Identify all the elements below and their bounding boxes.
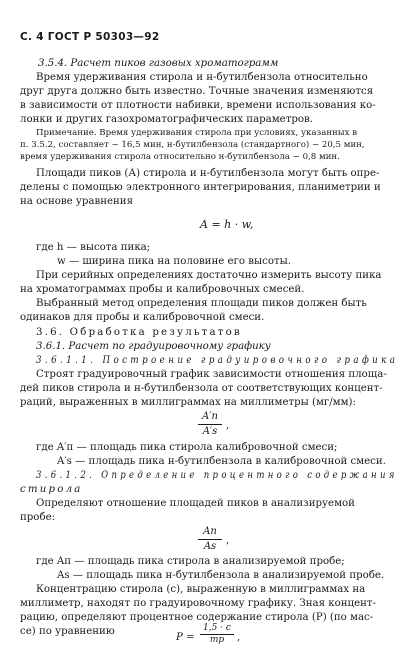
fraction-denominator: mp: [209, 635, 225, 645]
section-3-6-heading: 3.6. Обработка результатов: [36, 327, 242, 338]
note-line: п. 3.5.2, составляет ~ 16,5 мин, н-бутилбензола (стандартного) ~ 20,5 мин,: [20, 140, 365, 150]
text-line: в зависимости от плотности набивки, времени использования ко-: [20, 100, 376, 111]
fraction-numerator: 1,5 · c: [203, 623, 231, 633]
text-line: раций, выраженных в миллиграммах на миллиметры (мг/мм):: [20, 397, 356, 408]
section-3-6-1-1-heading: 3.6.1.1. Построение градуировочного графика: [36, 355, 399, 366]
text-line: миллиметр, находят по градуировочному графику. Зная концент-: [20, 598, 376, 609]
formula-comma: ,: [226, 535, 230, 546]
ratio-fraction-sample: [198, 526, 222, 553]
text-line: Концентрацию стирола (с), выраженную в миллиграммах на: [36, 584, 366, 595]
text-line: Площади пиков (А) стирола и н-бутилбензола могут быть опре-: [36, 168, 380, 179]
text-line: дей пиков стирола и н-бутилбензола от соответствующих концент-: [20, 383, 383, 394]
text-line: Выбранный метод определения площади пиков должен быть: [36, 298, 367, 309]
text-line: одинаков для пробы и калибровочной смеси.: [20, 312, 265, 323]
text-line: Время удерживания стирола и н-бутилбензола относительно: [36, 72, 368, 83]
section-3-5-4-heading: 3.5.4. Расчет пиков газовых хроматограмм: [38, 58, 279, 69]
section-3-6-1-heading: 3.6.1. Расчет по градуировочному графику: [36, 341, 271, 352]
text-line: w — ширина пика на половине его высоты.: [57, 256, 291, 267]
text-line: As — площадь пика н-бутилбензола в анализируемой пробе.: [57, 570, 385, 581]
text-line: где A′п — площадь пика стирола калибровочной смеси;: [36, 442, 338, 453]
fraction-bar: [198, 424, 222, 425]
fraction-denominator: As: [203, 541, 217, 552]
text-line: лонки и других газохроматографических параметров.: [20, 114, 313, 125]
text-line: рацию, определяют процентное содержание стирола (Р) (по мас-: [20, 612, 374, 623]
text-line: на основе уравнения: [20, 196, 134, 207]
formula-comma: ,: [237, 632, 241, 643]
percent-formula-fraction: [200, 624, 234, 645]
text-line: се) по уравнению: [20, 626, 115, 637]
text-line: При серийных определениях достаточно измерить высоту пика: [36, 270, 382, 281]
fraction-denominator: A′s: [202, 426, 218, 437]
text-line: пробе:: [20, 512, 56, 523]
page-header: С. 4 ГОСТ Р 50303—92: [20, 31, 160, 43]
formula-comma: ,: [226, 420, 230, 431]
formula-lhs: P =: [176, 632, 195, 643]
text-line: друг друга должно быть известно. Точные значения изменяются: [20, 86, 374, 97]
fraction-bar: [198, 539, 222, 540]
text-line: на хроматограммах пробы и калибровочных смесей.: [20, 284, 305, 295]
section-3-6-1-2-heading: 3.6.1.2. Определение процентного содержания: [36, 470, 398, 481]
formula-area: A = h · w,: [200, 218, 254, 231]
text-line: делены с помощью электронного интегрирования, планиметрии и: [20, 182, 381, 193]
section-3-6-1-2-heading-cont: стирола: [20, 484, 83, 495]
text-line: где h — высота пика;: [36, 242, 151, 253]
fraction-numerator: A′п: [202, 411, 218, 422]
text-line: где Aп — площадь пика стирола в анализируемой пробе;: [36, 556, 345, 567]
note-line: время удерживания стирола относительно н-бутилбензола ~ 0,8 мин.: [20, 152, 340, 162]
ratio-fraction-calibration: [198, 411, 222, 438]
note-line: Примечание. Время удерживания стирола при условиях, указанных в: [36, 128, 358, 138]
fraction-numerator: Aп: [203, 526, 217, 537]
text-line: A′s — площадь пика н-бутилбензола в калибровочной смеси.: [57, 456, 386, 467]
text-line: Определяют отношение площадей пиков в анализируемой: [36, 498, 355, 509]
text-line: Строят градуировочный график зависимости отношения площа-: [36, 369, 387, 380]
